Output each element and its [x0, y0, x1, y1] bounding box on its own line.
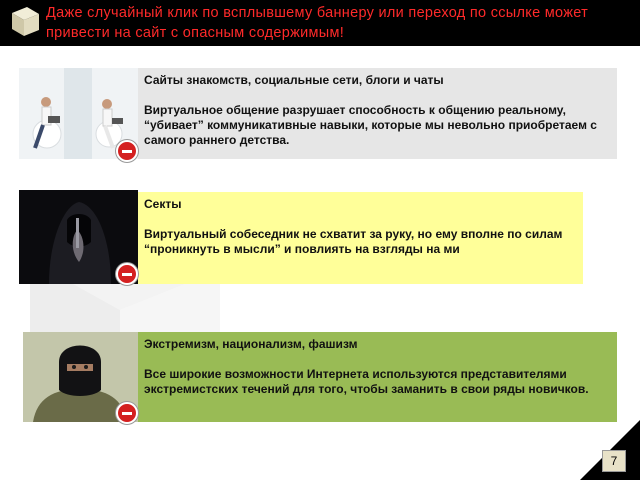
card-text-dating — [138, 68, 617, 159]
minus-icon — [116, 263, 138, 285]
header-banner — [0, 0, 640, 46]
card-title: Сайты знакомств, социальные сети, блоги и чаты — [144, 73, 444, 87]
minus-icon — [116, 402, 138, 424]
cube-logo-icon — [8, 4, 42, 38]
page-number: 7 — [602, 450, 626, 472]
minus-icon — [116, 140, 138, 162]
card-body: Все широкие возможности Интернета используются представителями экстремистских течений для того, чтобы заманить в свои ряды новичков. — [144, 367, 589, 396]
card-text-extremism — [138, 332, 617, 422]
card-body: Виртуальный собеседник не схватит за руку, но ему вполне по силам “проникнуть в мысли” и повлиять на взгляды на ми — [144, 227, 563, 256]
card-text-sects — [138, 192, 583, 284]
card-body: Виртуальное общение разрушает способность к общению реальному, “убивает” коммуникативные навыки, которые мы невольно приобретаем с самого раннего детства. — [144, 103, 597, 147]
card-title: Экстремизм, национализм, фашизм — [144, 337, 358, 351]
warning-text: Даже случайный клик по всплывшему баннеру или переход по ссылке может привести на сайт с опасным содержимым! — [46, 5, 589, 41]
card-title: Секты — [144, 197, 182, 211]
